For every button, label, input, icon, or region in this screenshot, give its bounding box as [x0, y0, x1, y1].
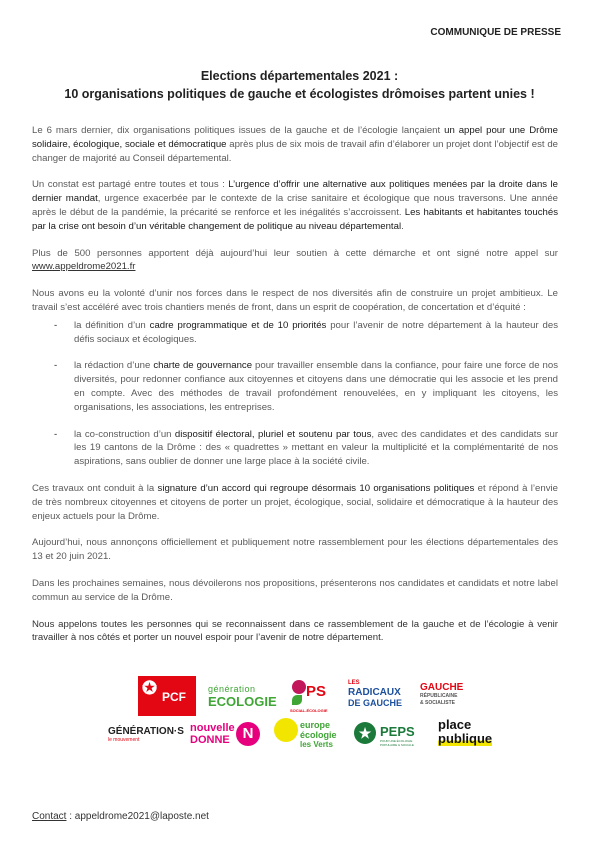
star-icon: ✪ — [142, 678, 158, 698]
paragraph-1 — [32, 124, 558, 165]
star-icon: ★ — [354, 722, 376, 744]
list-item — [32, 428, 558, 469]
paragraph-3 — [32, 247, 558, 275]
logo-text: POUR UNE ÉCOLOGIE POPULAIRE & SOCIALE — [380, 739, 414, 747]
contact-label: Contact — [32, 811, 67, 822]
text: . — [401, 220, 404, 232]
press-body — [32, 124, 558, 658]
logo-text: les Verts — [300, 740, 333, 749]
generation-ecologie-logo — [208, 684, 280, 709]
partner-logos — [108, 676, 528, 776]
paragraph-2 — [32, 178, 558, 233]
contact-line — [32, 811, 209, 822]
highlight: charte de gouvernance — [153, 360, 253, 372]
nouvelle-donne-logo — [190, 722, 262, 752]
logo-text: LES — [348, 680, 360, 686]
place-publique-logo — [438, 718, 498, 746]
paragraph-6: Aujourd’hui, nous annonçons officiellement et publiquement notre rassemblement pour les élections départementales des 13 et 20 juin 2021. — [32, 537, 558, 563]
logo-text: GAUCHE — [420, 682, 464, 693]
highlight: Les habitants et habitantes touchés par la crise ont besoin d’un véritable changement de politique au niveau départemental — [32, 206, 558, 232]
logo-text: RADICAUX — [348, 687, 401, 698]
list-item — [32, 359, 558, 414]
website-link[interactable]: www.appeldrome2021.fr — [32, 261, 136, 273]
highlight: L’urgence d’offrir une alternative aux politiques menées par la droite dans le dernier mandat — [32, 179, 558, 205]
list-item — [32, 319, 558, 347]
logo-text: PEPS — [380, 724, 415, 739]
text: Un constat est partagé entre toutes et tous : — [32, 179, 229, 191]
highlight: un appel pour une Drôme solidaire, écologique, sociale et démocratique — [32, 125, 558, 150]
text: la rédaction d’une — [74, 360, 154, 372]
logo-text: RÉPUBLICAINE — [420, 693, 458, 699]
leaf-icon — [292, 695, 302, 705]
text: , urgence exacerbée par le contexte de la crise sanitaire et écologique que nous traversons. Une année après le début de la pandémie, la précarité se renforce et les inégalités s’accroissent. — [32, 193, 558, 218]
generations-logo — [108, 726, 184, 743]
logo-text: le mouvement — [108, 737, 140, 743]
logo-text: génération — [208, 684, 256, 694]
text: Le 6 mars dernier, dix organisations politiques issues de la gauche et de l’écologie lançaient — [32, 125, 445, 136]
logo-text: GÉNÉRATION·S — [108, 726, 184, 737]
eelv-logo — [274, 716, 340, 756]
title-line-2: 10 organisations politiques de gauche et écologistes drômoises partent unies ! — [64, 87, 535, 101]
contact-email[interactable]: : appeldrome2021@laposte.net — [66, 811, 209, 822]
text: la co-construction d’un — [74, 428, 175, 440]
logo-text: DONNE — [190, 734, 230, 746]
logo-text: PS — [306, 683, 327, 700]
logo-text: europe — [300, 720, 331, 730]
n-mark-icon: N — [236, 722, 260, 746]
text: pour l’avenir de notre département à la hauteur des défis sociaux et écologiques. — [74, 319, 558, 345]
logo-text: écologie — [300, 730, 337, 740]
logo-text: DE GAUCHE — [348, 698, 403, 708]
radicaux-de-gauche-logo — [348, 678, 406, 708]
text: après plus de six mois de travail afin d’élaborer un projet dont l’objectif est de changer de majorité au Conseil départemental. — [32, 138, 558, 164]
highlight: cadre programmatique et de 10 priorités — [149, 319, 327, 331]
ps-logo — [290, 678, 336, 718]
rose-icon — [292, 680, 306, 694]
logo-text: SOCIAL-ÉCOLOGIE — [290, 708, 328, 713]
logo-text: place — [438, 717, 472, 732]
text: et répond à l’envie de très nombreux citoyennes et citoyens de porter un projet, écologique, social, solidaire et démocratique à la hauteur des enjeux actuels pour la Drôme. — [32, 482, 558, 522]
logo-text: publique — [438, 731, 493, 746]
eelv-text — [300, 720, 337, 750]
peps-logo — [354, 722, 422, 752]
logo-text: nouvelle — [190, 722, 235, 734]
title-line-1: Elections départementales 2021 : — [200, 69, 399, 83]
paragraph-5 — [32, 482, 558, 523]
paragraph-8: Nous appelons toutes les personnes qui se reconnaissent dans ce rassemblement de la gauche et de l’écologie à venir travailler à nos côtés et porter un nouvel espoir pour l’avenir de notre département. — [32, 618, 558, 644]
logo-text: PCF — [162, 690, 186, 704]
logo-text: ECOLOGIE — [208, 694, 277, 709]
highlight: signature d’un accord qui regroupe désormais 10 organisations politiques — [157, 482, 475, 494]
text: Ces travaux ont conduit à la — [32, 482, 158, 494]
sunflower-icon — [274, 718, 298, 742]
pcf-logo — [138, 676, 196, 716]
text: , avec des candidates et des candidats sur les 19 cantons de la Drôme : des « quadrettes » mettant en valeur la multiplicité et la complémentarité de nos aspirations, sans oublier de donner une large place à la société civile. — [74, 428, 559, 468]
text: pour travailler ensemble dans la confiance, pour faire une force de nos diversités, pour redonner confiance aux citoyennes et citoyens dans une démocratie qui les associe et les prend en compte. Avec des méthodes de travail profondément renouvelées, en y impliquant les citoyens, les organisations, les associations, les entreprises. — [74, 360, 559, 413]
paragraph-4: Nous avons eu la volonté d’unir nos forces dans le respect de nos diversités afin de construire un projet ambitieux. Le travail s’est accéléré avec trois chantiers menés de front, dans un esprit de coopération, de concertation et d’équité : — [32, 288, 558, 313]
text: Plus de 500 personnes apportent déjà aujourd’hui leur soutien à cette démarche et ont signé notre appel sur — [32, 247, 558, 259]
workstreams-list — [32, 319, 558, 469]
page-title — [0, 67, 599, 103]
text: la définition d’un — [74, 319, 150, 331]
logo-text: & SOCIALISTE — [420, 700, 456, 706]
highlight: dispositif électoral, pluriel et soutenu par tous — [174, 428, 372, 440]
paragraph-7: Dans les prochaines semaines, nous dévoilerons nos propositions, présenterons nos candidates et candidats et notre label commun au service de la Drôme. — [32, 577, 558, 603]
gauche-republicaine-socialiste-logo — [420, 682, 490, 707]
press-release-label: COMMUNIQUE DE PRESSE — [430, 27, 561, 38]
